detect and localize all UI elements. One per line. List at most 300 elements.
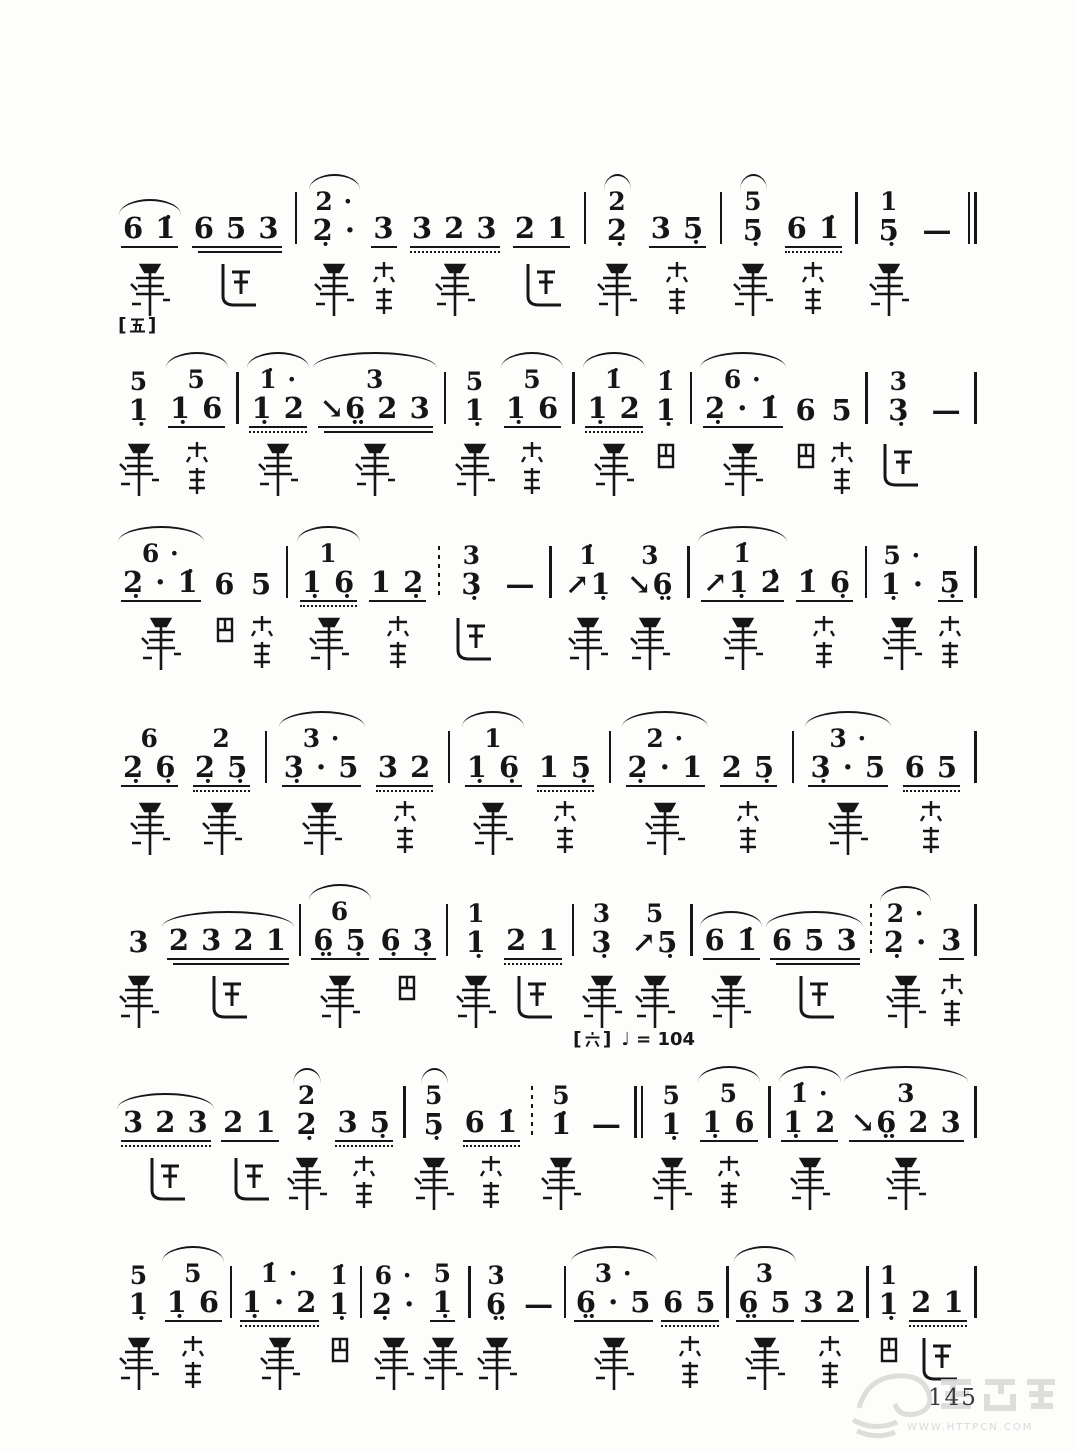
section-marker-five: [ ]: [118, 314, 157, 336]
jianzipu-tablature-glyph: [129, 260, 171, 318]
note-cell: [571, 1242, 657, 1398]
jianpu-numbers: 6 1̇: [703, 926, 760, 960]
upper-voice-numbers: 3 ·: [829, 724, 868, 753]
jianzipu-tablature-glyph: [818, 1334, 842, 1390]
jianpu-numbers: 2 5̣: [720, 753, 777, 787]
jianpu-numbers: ↗1̣ 2̇: [701, 568, 784, 602]
upper-voice-numbers: 5 ·: [883, 541, 922, 570]
note-cell: [596, 168, 638, 324]
jianzipu-tablature-glyph: [792, 972, 838, 1022]
jianzipu-tablature-glyph: [454, 440, 496, 498]
jianzipu-tablature-glyph: [250, 614, 274, 670]
jianpu-numbers: 1̣: [328, 1287, 351, 1321]
slur-arc: [313, 352, 437, 368]
slur-arc: [583, 352, 645, 368]
barline-s: [561, 1242, 570, 1398]
jianpu-numbers: —: [922, 213, 953, 247]
note-cell: [165, 348, 228, 504]
note-cell: [332, 1062, 395, 1218]
upper-voice-numbers: 5: [184, 1259, 203, 1288]
jianpu-numbers: 3 2: [376, 753, 433, 787]
upper-voice-numbers: 2 ·: [646, 724, 685, 753]
slur-arc: [740, 174, 767, 190]
note-cell: [449, 522, 495, 678]
note-cell: [366, 522, 429, 678]
slur-arc: [622, 711, 708, 727]
barline-d: [965, 168, 980, 324]
note-cell: [732, 168, 774, 324]
system-4: [118, 707, 980, 863]
jianpu-numbers: 5̣: [938, 568, 963, 602]
jianzipu-tablature-glyph: [449, 614, 495, 664]
jianzipu-tablature-glyph: [629, 614, 671, 672]
jianzipu-tablature-glyph: [352, 1154, 376, 1210]
jianpu-numbers: 5: [831, 393, 853, 427]
jianzipu-tablature-glyph: [885, 1154, 927, 1212]
barline-s: [443, 880, 452, 1036]
jianpu-numbers: 2̣ 5̣: [193, 753, 250, 787]
note-cell: [581, 880, 623, 1036]
system-row: [118, 1062, 980, 1218]
jianzipu-tablature-glyph: [881, 614, 923, 672]
barline-s: [262, 707, 271, 863]
jianpu-numbers: 6̤ 5: [736, 1288, 793, 1322]
system-row: [118, 880, 980, 1036]
system-3: [118, 522, 980, 678]
upper-voice-numbers: 1̇: [657, 367, 676, 396]
jianpu-numbers: 1̣ 2: [781, 1108, 838, 1142]
jianpu-numbers: —: [524, 1287, 555, 1321]
note-cell: [162, 1242, 225, 1398]
jianzipu-tablature-glyph: [812, 614, 836, 670]
note-cell: [315, 348, 436, 504]
jianzipu-tablature-glyph: [118, 1334, 160, 1392]
jianpu-numbers: 2̣: [296, 1107, 318, 1141]
jianpu-numbers: 3: [371, 214, 396, 248]
slur-arc: [421, 1068, 448, 1084]
system-row: [118, 522, 980, 678]
jianpu-numbers: 3 2: [801, 1288, 858, 1322]
note-cell: [697, 1062, 760, 1218]
note-cell: [118, 1062, 214, 1218]
jianpu-numbers: —: [591, 1107, 622, 1141]
watermark-url: WWW.HTTPCN.COM: [907, 1422, 1034, 1433]
upper-voice-numbers: 5: [645, 899, 665, 928]
jianpu-numbers: 3 5̣: [649, 214, 706, 248]
upper-voice-numbers: 2: [212, 724, 231, 753]
jianpu-numbers: 3̣: [888, 393, 910, 427]
note-cell: [209, 522, 240, 678]
jianzipu-tablature-glyph: [596, 260, 638, 318]
jianpu-numbers: 5̣: [423, 1107, 445, 1141]
slur-arc: [297, 526, 359, 542]
note-cell: [927, 348, 967, 504]
upper-voice-numbers: 1: [467, 899, 486, 928]
section-char-icon: [584, 1031, 601, 1048]
note-cell: [700, 348, 786, 504]
upper-voice-numbers: 1̇: [604, 365, 624, 394]
jianpu-numbers: 6: [214, 567, 236, 601]
jianzipu-tablature-glyph: [393, 799, 417, 855]
jianzipu-tablature-glyph: [520, 440, 544, 496]
jianzipu-tablature-glyph: [553, 799, 577, 855]
note-cell: [422, 1242, 464, 1398]
upper-voice-numbers: 6 ·: [141, 539, 180, 568]
slur-arc: [501, 352, 563, 368]
section-char-icon: [129, 317, 146, 334]
slur-arc: [118, 526, 204, 542]
jianpu-numbers: 2 1: [221, 1108, 278, 1142]
barline-s: [971, 522, 980, 678]
jianzipu-tablature-glyph: [593, 440, 635, 498]
slur-arc: [309, 884, 371, 900]
note-cell: [308, 168, 361, 324]
jianzipu-tablature-glyph: [581, 972, 623, 1030]
note-cell: [454, 348, 496, 504]
jianpu-numbers: 1̣: [430, 1288, 455, 1322]
note-cell: [900, 707, 963, 863]
jianpu-numbers: ↘6̤ 2 3: [318, 394, 433, 428]
slur-arc: [880, 886, 931, 902]
jianpu-numbers: 2̣ ·: [371, 1287, 416, 1321]
note-cell: [826, 348, 857, 504]
jianzipu-tablature-glyph: [801, 260, 825, 316]
jianpu-numbers: 2̣ · 1̇: [121, 568, 201, 602]
upper-voice-numbers: 6: [140, 724, 159, 753]
jianpu-numbers: 3: [128, 925, 150, 959]
upper-voice-numbers: 6 ·: [374, 1261, 413, 1290]
barline-s: [292, 168, 301, 324]
jianpu-numbers: 6 5 3: [770, 926, 860, 960]
jianpu-numbers: 6̤ · 5: [574, 1288, 654, 1322]
upper-voice-numbers: 5: [552, 1081, 571, 1110]
system-1: [118, 168, 980, 324]
note-cell: [118, 880, 160, 1036]
note-cell: [407, 168, 503, 324]
note-cell: [582, 348, 645, 504]
jianpu-numbers: 6̤: [485, 1287, 508, 1321]
jianzipu-tablature-glyph: [201, 799, 243, 857]
slur-arc: [805, 711, 891, 727]
jianzipu-tablature-glyph: [885, 972, 927, 1030]
upper-voice-numbers: 2: [608, 187, 627, 216]
system-2: [118, 314, 980, 504]
upper-voice-numbers: 5: [523, 365, 542, 394]
note-cell: [623, 707, 709, 863]
note-cell: [519, 1242, 559, 1398]
upper-voice-numbers: 2: [297, 1081, 317, 1110]
upper-voice-numbers: 1: [319, 539, 338, 568]
note-cell: [879, 880, 932, 1036]
jianpu-numbers: 1̣: [655, 393, 677, 427]
jianzipu-tablature-glyph: [386, 614, 410, 670]
note-cell: [767, 880, 863, 1036]
jianzipu-tablature-glyph: [651, 1154, 693, 1212]
jianpu-numbers: 1̣ 6: [165, 1288, 222, 1322]
jianpu-numbers: 2̣: [606, 213, 629, 247]
jianzipu-tablature-glyph: [876, 440, 922, 490]
note-cell: [622, 522, 678, 678]
note-cell: [118, 168, 181, 324]
note-cell: [455, 880, 497, 1036]
slur-arc: [571, 1246, 657, 1262]
upper-voice-numbers: 3: [366, 365, 385, 394]
jianpu-numbers: 3 2 3: [121, 1108, 211, 1142]
jianpu-numbers: 3̣: [461, 567, 483, 601]
upper-voice-numbers: 5: [465, 367, 485, 396]
slur-arc: [279, 711, 365, 727]
jianzipu-tablature-glyph: [567, 614, 609, 672]
note-cell: [540, 1062, 582, 1218]
slur-arc: [162, 1246, 224, 1262]
barline-s: [971, 880, 980, 1036]
jianpu-numbers: 1̣: [878, 1287, 900, 1321]
note-cell: [476, 1242, 518, 1398]
jianpu-numbers: 1̣ 6: [504, 394, 561, 428]
barline-s: [227, 1242, 236, 1398]
jianpu-numbers: 3 2 3: [410, 214, 500, 248]
upper-voice-numbers: 3: [641, 541, 660, 570]
jianzipu-tablature-glyph: [301, 799, 343, 857]
jianpu-numbers: 1̣ 2: [585, 394, 642, 428]
note-cell: [246, 522, 277, 678]
upper-voice-numbers: 5: [662, 1081, 681, 1110]
note-cell: [510, 168, 573, 324]
note-cell: [651, 348, 682, 504]
page-number: 145: [928, 1385, 978, 1411]
upper-voice-numbers: 6: [330, 897, 350, 926]
jianpu-numbers: 2̣ · 1: [626, 753, 706, 787]
jianpu-numbers: 6̣ 3̣: [379, 926, 436, 960]
note-cell: [324, 1242, 355, 1398]
jianpu-numbers: 5̣: [742, 213, 764, 247]
barline-s: [546, 522, 555, 678]
jianzipu-tablature-glyph: [827, 799, 869, 857]
barline-s: [465, 1242, 474, 1398]
note-cell: [118, 348, 160, 504]
note-cell: [164, 880, 292, 1036]
note-cell: [118, 1242, 160, 1398]
system-6: [118, 1028, 980, 1218]
barline-s: [852, 168, 861, 324]
jianzipu-tablature-glyph: [422, 1334, 464, 1392]
jianpu-numbers: ↗5̣: [631, 925, 679, 959]
jianzipu-tablature-glyph: [319, 972, 361, 1030]
jianpu-numbers: —: [931, 393, 962, 427]
jianzipu-tablature-glyph: [372, 260, 396, 316]
note-cell: [627, 880, 683, 1036]
note-cell: [286, 1062, 328, 1218]
jianzipu-tablature-glyph: [868, 260, 910, 318]
jianpu-numbers: 1̣ 6̣: [465, 753, 522, 787]
jianzipu-tablature-glyph: [227, 1154, 273, 1204]
jianzipu-tablature-glyph: [519, 260, 565, 310]
system-row: [118, 348, 980, 504]
barline-s: [283, 522, 292, 678]
section-marker-six: [ ] ♩ = 104: [573, 1028, 696, 1050]
jianpu-numbers: ↗1̣: [565, 567, 612, 601]
upper-voice-numbers: 3: [592, 899, 612, 928]
jianpu-numbers: 2 3 2 1: [167, 926, 289, 960]
upper-voice-numbers: 1̇: [330, 1261, 349, 1290]
jianzipu-tablature-glyph: [434, 260, 476, 318]
note-cell: [793, 522, 856, 678]
barline-s: [357, 1242, 366, 1398]
jianzipu-tablature-glyph: [143, 1154, 189, 1204]
jianpu-numbers: 6 1̇: [785, 214, 842, 248]
jianzipu-tablature-glyph: [795, 440, 817, 472]
barline-s: [687, 348, 696, 504]
jianzipu-tablature-glyph: [129, 799, 171, 857]
upper-voice-numbers: 5: [129, 367, 149, 396]
note-cell: [782, 168, 845, 324]
jianzipu-tablature-glyph: [214, 614, 236, 646]
upper-voice-numbers: 5: [744, 187, 763, 216]
barline-s: [569, 880, 578, 1036]
note-cell: [279, 707, 365, 863]
barline-s: [569, 348, 578, 504]
upper-voice-numbers: 5: [719, 1079, 739, 1108]
upper-voice-numbers: 3: [462, 541, 482, 570]
barline-s: [684, 522, 693, 678]
jianpu-numbers: 6 5: [661, 1288, 718, 1322]
jianzipu-tablature-glyph: [476, 1334, 518, 1392]
jianpu-numbers: 3: [939, 926, 964, 960]
upper-voice-numbers: 5: [129, 1261, 149, 1290]
jianpu-numbers: 5: [250, 567, 273, 601]
jianpu-numbers: 1 5̣: [537, 753, 594, 787]
note-cell: [805, 707, 891, 863]
jianzipu-tablature-glyph: [736, 799, 760, 855]
note-cell: [501, 880, 564, 1036]
jianzipu-tablature-glyph: [510, 972, 556, 1022]
upper-voice-numbers: 1: [879, 1261, 899, 1290]
jianpu-numbers: 6: [795, 393, 817, 427]
jianzipu-tablature-glyph: [940, 972, 964, 1028]
jianzipu-tablature-glyph: [744, 1334, 786, 1392]
jianzipu-tablature-glyph: [710, 972, 752, 1030]
note-cell: [237, 1242, 323, 1398]
barline-s: [723, 1242, 732, 1398]
note-cell: [118, 707, 181, 863]
jianzipu-tablature-glyph: [830, 440, 854, 496]
note-cell: [376, 880, 439, 1036]
barline-s: [862, 348, 871, 504]
barline-s: [606, 707, 615, 863]
jianzipu-tablature-glyph: [593, 1334, 635, 1392]
jianpu-numbers: 1̣ · 2: [240, 1288, 320, 1322]
upper-voice-numbers: 3: [755, 1259, 775, 1288]
upper-voice-numbers: 1̇ ·: [260, 1259, 299, 1288]
slur-arc: [462, 711, 524, 727]
note-cell: [368, 168, 399, 324]
slur-arc: [698, 1066, 760, 1082]
barline-s: [971, 707, 980, 863]
jianpu-numbers: 3̣ · 5: [808, 753, 888, 787]
jianzipu-tablature-glyph: [644, 799, 686, 857]
jianpu-numbers: 6 5: [903, 753, 960, 787]
note-cell: [534, 707, 597, 863]
upper-voice-numbers: 6 ·: [723, 365, 762, 394]
jianzipu-tablature-glyph: [938, 614, 962, 670]
slur-arc: [166, 352, 228, 368]
barline-s: [862, 522, 871, 678]
upper-voice-numbers: 5: [433, 1259, 453, 1288]
note-cell: [876, 522, 929, 678]
jianpu-numbers: 1̇ 6̣: [796, 568, 853, 602]
jianzipu-tablature-glyph: [313, 260, 355, 318]
note-cell: [118, 522, 204, 678]
note-cell: [501, 348, 564, 504]
jianzipu-tablature-glyph: [540, 1154, 582, 1212]
barline-s: [717, 168, 726, 324]
jianpu-numbers: 2̣ 6̣: [121, 753, 178, 787]
system-row: [118, 707, 980, 863]
note-cell: [658, 1242, 721, 1398]
slur-arc: [247, 352, 309, 368]
jianpu-numbers: ↘6̤: [627, 567, 674, 601]
slur-arc: [698, 526, 787, 542]
note-cell: [460, 1062, 523, 1218]
jianpu-numbers: 2 1: [504, 926, 561, 960]
barline-s: [971, 348, 980, 504]
upper-voice-numbers: 2 ·: [315, 187, 354, 216]
upper-voice-numbers: 1: [880, 187, 899, 216]
note-cell: [876, 348, 922, 504]
jianpu-numbers: —: [505, 567, 536, 601]
tempo-marking: ♩ = 104: [621, 1028, 696, 1050]
slur-arc: [604, 174, 631, 190]
jianpu-numbers: 6 1̇: [463, 1108, 520, 1142]
note-cell: [246, 348, 309, 504]
jianpu-numbers: 6 5 3: [192, 214, 282, 248]
note-cell: [918, 168, 958, 324]
jianzipu-tablature-glyph: [214, 260, 260, 310]
note-cell: [587, 1062, 627, 1218]
jianzipu-tablature-glyph: [118, 972, 160, 1030]
barline-s: [233, 348, 242, 504]
barline-s: [400, 1062, 409, 1218]
slur-arc: [700, 352, 786, 368]
jianzipu-tablature-glyph: [286, 1154, 328, 1212]
jianpu-numbers: 3̣: [591, 925, 613, 959]
jianpu-numbers: 1̣ 6: [700, 1108, 757, 1142]
barline-t: [528, 1062, 537, 1218]
slur-arc: [779, 1066, 841, 1082]
barline-t: [867, 880, 876, 1036]
slur-arc: [293, 1068, 320, 1084]
barline-s: [441, 348, 450, 504]
note-cell: [846, 1062, 967, 1218]
upper-voice-numbers: 5: [187, 365, 206, 394]
jianpu-numbers: 5̣: [878, 213, 900, 247]
jianpu-numbers: 3̣ · 5: [282, 753, 362, 787]
jianzipu-tablature-glyph: [257, 440, 299, 498]
upper-voice-numbers: 2 ·: [886, 899, 925, 928]
jianzipu-tablature-glyph: [329, 1334, 351, 1366]
note-cell: [189, 168, 285, 324]
jianzipu-tablature-glyph: [732, 260, 774, 318]
jianpu-numbers: 2 1: [909, 1288, 966, 1322]
upper-voice-numbers: 3 ·: [302, 724, 341, 753]
slur-arc: [844, 1066, 968, 1082]
note-cell: [717, 707, 780, 863]
jianzipu-tablature-glyph: [118, 440, 160, 498]
jianzipu-tablature-glyph: [665, 260, 689, 316]
jianpu-numbers: 2̣ ·: [312, 213, 356, 247]
barline-s: [445, 707, 454, 863]
note-cell: [308, 880, 371, 1036]
